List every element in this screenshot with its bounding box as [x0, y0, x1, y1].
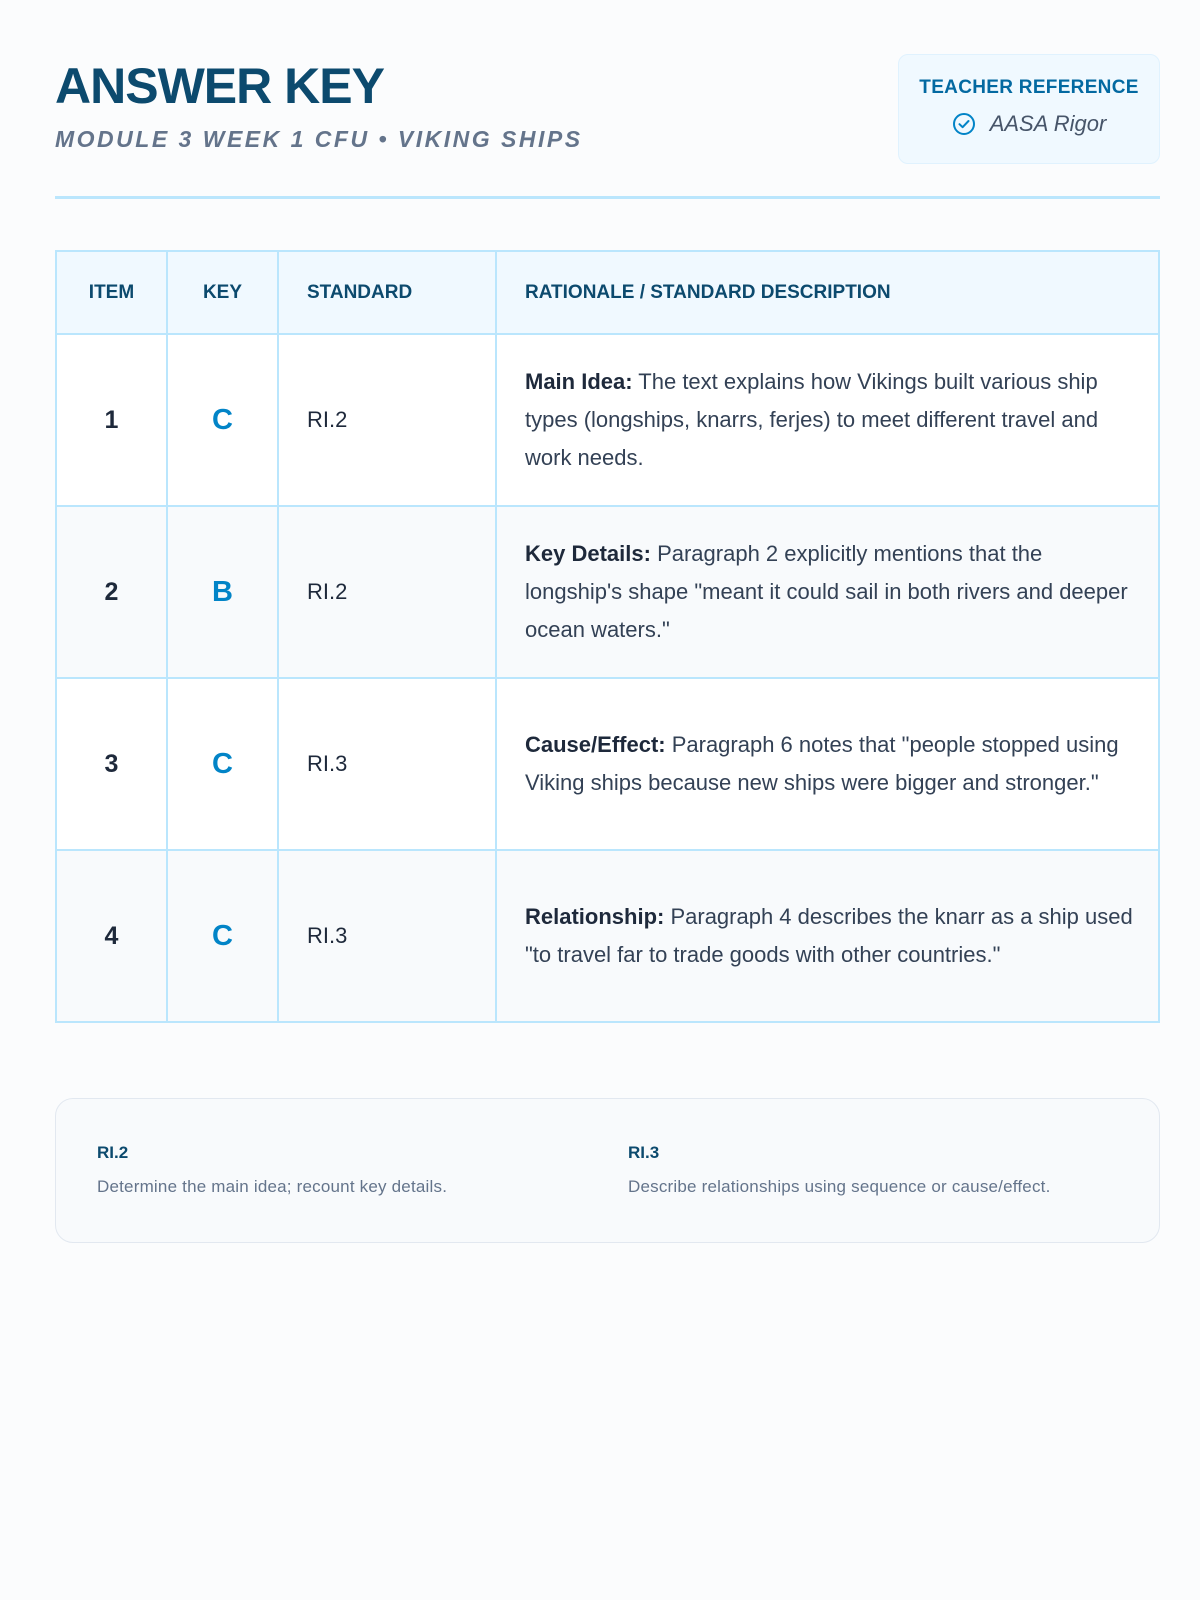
- legend-code: RI.3: [628, 1143, 660, 1162]
- legend-item-ri3: [628, 1143, 1051, 1197]
- teacher-reference-value: AASA Rigor: [989, 111, 1107, 136]
- rationale: [496, 334, 1159, 506]
- page-title: ANSWER KEY: [55, 58, 384, 114]
- item-number: 4: [56, 850, 167, 1022]
- item-number: 1: [56, 334, 167, 506]
- table-row: [56, 678, 1159, 850]
- standard-code: RI.2: [278, 506, 496, 678]
- rationale-text: Paragraph 2 explicitly mentions that the longship's shape "meant it could sail in both rivers and deeper ocean waters.": [525, 541, 1128, 642]
- rationale-label: Relationship:: [525, 904, 665, 929]
- column-header-item: ITEM: [56, 251, 167, 334]
- answer-key: C: [167, 334, 278, 506]
- rationale: [496, 850, 1159, 1022]
- column-header-key: KEY: [167, 251, 278, 334]
- standard-code: RI.3: [278, 850, 496, 1022]
- rationale-text: The text explains how Vikings built various ship types (longships, knarrs, ferjes) to meet different travel and work needs.: [525, 369, 1099, 470]
- rationale-label: Key Details:: [525, 541, 651, 566]
- table-row: [56, 506, 1159, 678]
- column-header-standard: STANDARD: [278, 251, 496, 334]
- standard-code: RI.2: [278, 334, 496, 506]
- teacher-reference-label: TEACHER REFERENCE: [919, 77, 1139, 98]
- answer-key: C: [167, 678, 278, 850]
- answer-key-page: [55, 0, 1160, 1196]
- answer-key: C: [167, 850, 278, 1022]
- legend-description: Describe relationships using sequence or cause/effect.: [628, 1177, 1051, 1196]
- column-header-rationale: RATIONALE / STANDARD DESCRIPTION: [496, 251, 1159, 334]
- standards-legend: [55, 1098, 1160, 1243]
- item-number: 3: [56, 678, 167, 850]
- answer-key-table: [55, 250, 1160, 1023]
- legend-code: RI.2: [97, 1143, 129, 1162]
- page-subtitle: MODULE 3 WEEK 1 CFU • VIKING SHIPS: [55, 126, 583, 152]
- legend-item-ri2: [97, 1143, 447, 1197]
- rationale: [496, 678, 1159, 850]
- answer-key: B: [167, 506, 278, 678]
- table-row: [56, 850, 1159, 1022]
- table-row: [56, 334, 1159, 506]
- check-circle-icon: [952, 112, 976, 136]
- rationale-label: Main Idea:: [525, 369, 633, 394]
- rationale: [496, 506, 1159, 678]
- rationale-text: Paragraph 6 notes that "people stopped using Viking ships because new ships were bigger and stronger.": [525, 732, 1119, 795]
- teacher-reference-badge: [898, 54, 1160, 164]
- rationale-text: Paragraph 4 describes the knarr as a ship used "to travel far to trade goods with other countries.": [525, 904, 1133, 967]
- header: [55, 0, 1160, 199]
- teacher-reference-row: [899, 111, 1159, 137]
- rationale-label: Cause/Effect:: [525, 732, 666, 757]
- standard-code: RI.3: [278, 678, 496, 850]
- table-header-row: [56, 251, 1159, 334]
- item-number: 2: [56, 506, 167, 678]
- legend-description: Determine the main idea; recount key details.: [97, 1177, 448, 1196]
